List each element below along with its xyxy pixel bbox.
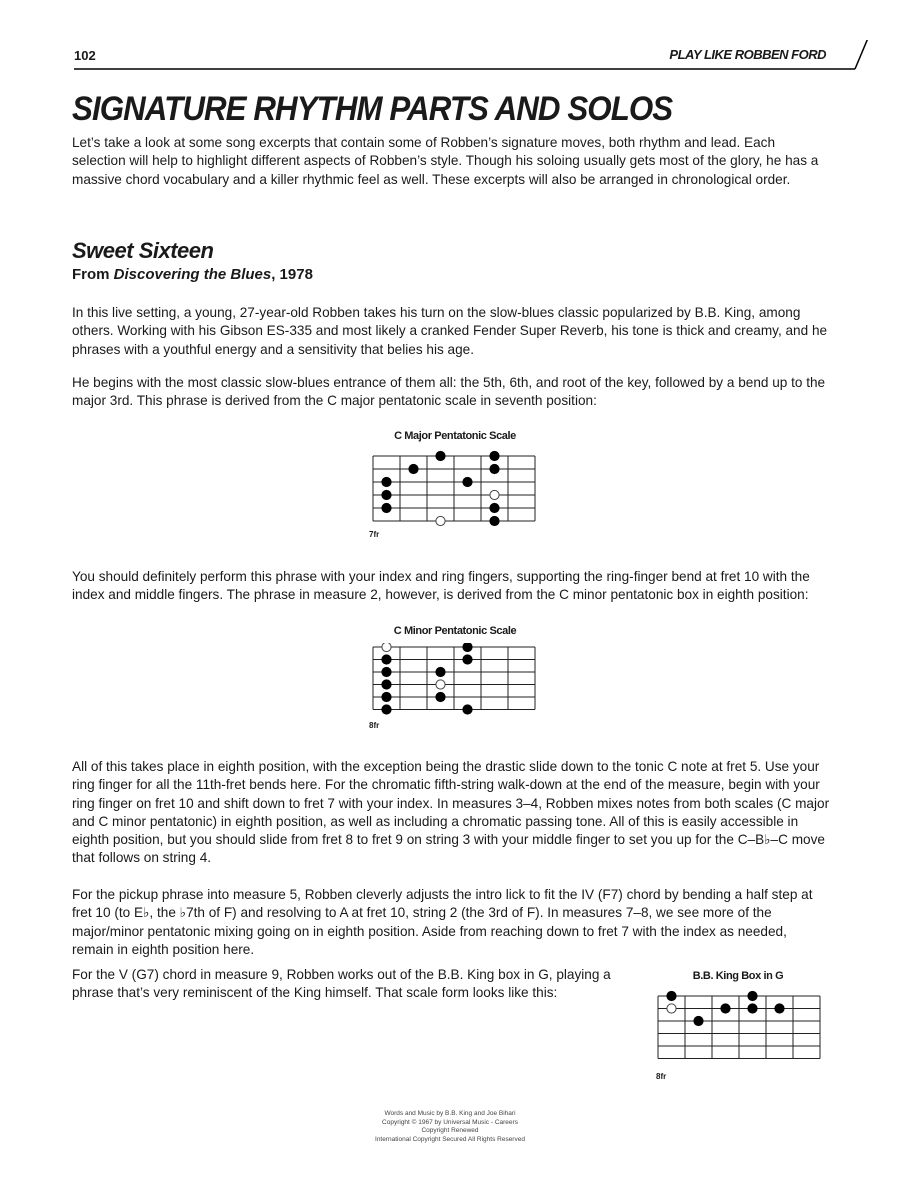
- scale-note-dot: [463, 655, 472, 664]
- credit-line: Copyright Renewed: [421, 1127, 479, 1134]
- fretboard-grid: [365, 643, 545, 738]
- scale-note-dot: [775, 1004, 784, 1013]
- scale-note-dot: [667, 991, 676, 1000]
- scale-note-dot: [409, 464, 418, 473]
- paragraph-6: For the V (G7) chord in measure 9, Robben works out of the B.B. King box in G, playing a phrase that’s very reminiscent of the King himself. That scale form looks like this:: [72, 967, 611, 1001]
- fret-position-label: 8fr: [369, 721, 380, 730]
- diagram-title: C Minor Pentatonic Scale: [393, 625, 517, 637]
- root-note-dot: [436, 516, 445, 525]
- credit-line: Copyright © 1967 by Universal Music - Careers: [382, 1118, 518, 1126]
- scale-note-dot: [382, 655, 391, 664]
- scale-note-dot: [382, 503, 391, 512]
- scale-note-dot: [463, 705, 472, 714]
- page-number: 102: [74, 48, 96, 63]
- root-note-dot: [667, 1004, 676, 1013]
- scale-note-dot: [721, 1004, 730, 1013]
- page-title: SIGNATURE RHYTHM PARTS AND SOLOS: [72, 90, 673, 128]
- fretboard-grid: [365, 448, 545, 543]
- scale-note-dot: [748, 991, 757, 1000]
- scale-diagram-c-major: [365, 430, 545, 545]
- scale-note-dot: [436, 451, 445, 460]
- scale-note-dot: [382, 477, 391, 486]
- credit-line: Words and Music by B.B. King and Joe Bihari: [384, 1110, 516, 1117]
- section-title: Sweet Sixteen: [72, 238, 214, 263]
- fret-position-label: 7fr: [369, 530, 380, 539]
- root-note-dot: [382, 643, 391, 652]
- scale-note-dot: [436, 692, 445, 701]
- scale-note-dot: [382, 667, 391, 676]
- scale-note-dot: [463, 643, 472, 652]
- diagram-title: C Major Pentatonic Scale: [394, 430, 516, 442]
- credit-line: International Copyright Secured All Rights Reserved: [375, 1135, 525, 1143]
- diagram-title: B.B. King Box in G: [692, 970, 784, 982]
- running-title: PLAY LIKE ROBBEN FORD: [669, 47, 826, 62]
- fretboard-grid: [648, 988, 828, 1083]
- paragraph-3: You should definitely perform this phrase with your index and ring fingers, supporting the ring-finger bend at fret 10 with the index and middle fingers. The phrase in measure 2, however, is derived from the C minor pentatonic box in eighth position:: [72, 569, 810, 603]
- scale-note-dot: [490, 516, 499, 525]
- paragraph-1: In this live setting, a young, 27-year-old Robben takes his turn on the slow-blues classic popularized by B.B. King, among others. Working with his Gibson ES-335 and most likely a cranked Fender Super Reverb, his tone is thick and creamy, and he phrases with a youthful energy and a sensitivity that belies his age.: [72, 305, 828, 357]
- from-label: From: [72, 266, 110, 283]
- album-title: Discovering the Blues: [113, 266, 272, 283]
- paragraph-5: For the pickup phrase into measure 5, Robben cleverly adjusts the intro lick to fit the IV (F7) chord by bending a half step at fret 10 (to E♭, the ♭7th of F) and resolving to A at fret 10, string 2 (the 3rd of F). In measures 7–8, we see more of the major/minor pentatonic mixing going on in eighth position. Aside from reaching down to fret 7 with the index as needed, remain in eighth position here.: [72, 887, 813, 957]
- scale-diagram-c-minor: [365, 625, 545, 740]
- scale-note-dot: [382, 705, 391, 714]
- scale-note-dot: [436, 667, 445, 676]
- paragraph-2: He begins with the most classic slow-blues entrance of them all: the 5th, 6th, and root of the key, followed by a bend up to the major 3rd. This phrase is derived from the C major pentatonic scale in seventh position:: [72, 375, 826, 409]
- root-note-dot: [436, 680, 445, 689]
- scale-note-dot: [490, 451, 499, 460]
- paragraph-4: All of this takes place in eighth position, with the exception being the drastic slide down to the tonic C note at fret 5. Use your ring finger for all the 11th-fret bends here. For the chromatic fifth-string walk-down at the end of the measure, begin with your ring finger on fret 10 and shift down to fret 7 with your index. In measures 3–4, Robben mixes notes from both scales (C major and C minor pentatonic) in eighth position, as well as including a chromatic passing tone. All of this is easily accessible in eighth position, but you should slide from fret 8 to fret 9 on string 3 with your middle finger to set you up for the C–B♭–C move that follows on string 4.: [72, 759, 830, 866]
- scale-note-dot: [382, 490, 391, 499]
- scale-note-dot: [748, 1004, 757, 1013]
- scale-note-dot: [490, 464, 499, 473]
- fret-position-label: 8fr: [656, 1072, 667, 1081]
- scale-note-dot: [382, 680, 391, 689]
- intro-paragraph: Let’s take a look at some song excerpts that contain some of Robben’s signature moves, both rhythm and lead. Each selection will help to highlight different aspects of Robben’s style. Though his soloing usually gets most of the glory, he has a massive chord vocabulary and a killer rhythmic feel as well. These excerpts will also be arranged in chronological order.: [72, 135, 819, 187]
- scale-diagram-bb-king-box: [648, 970, 828, 1085]
- section-subtitle: [72, 266, 313, 283]
- scale-note-dot: [463, 477, 472, 486]
- scale-note-dot: [694, 1016, 703, 1025]
- scale-note-dot: [382, 692, 391, 701]
- scale-note-dot: [490, 503, 499, 512]
- root-note-dot: [490, 490, 499, 499]
- album-year: , 1978: [271, 266, 313, 283]
- copyright-credits: [300, 1110, 600, 1144]
